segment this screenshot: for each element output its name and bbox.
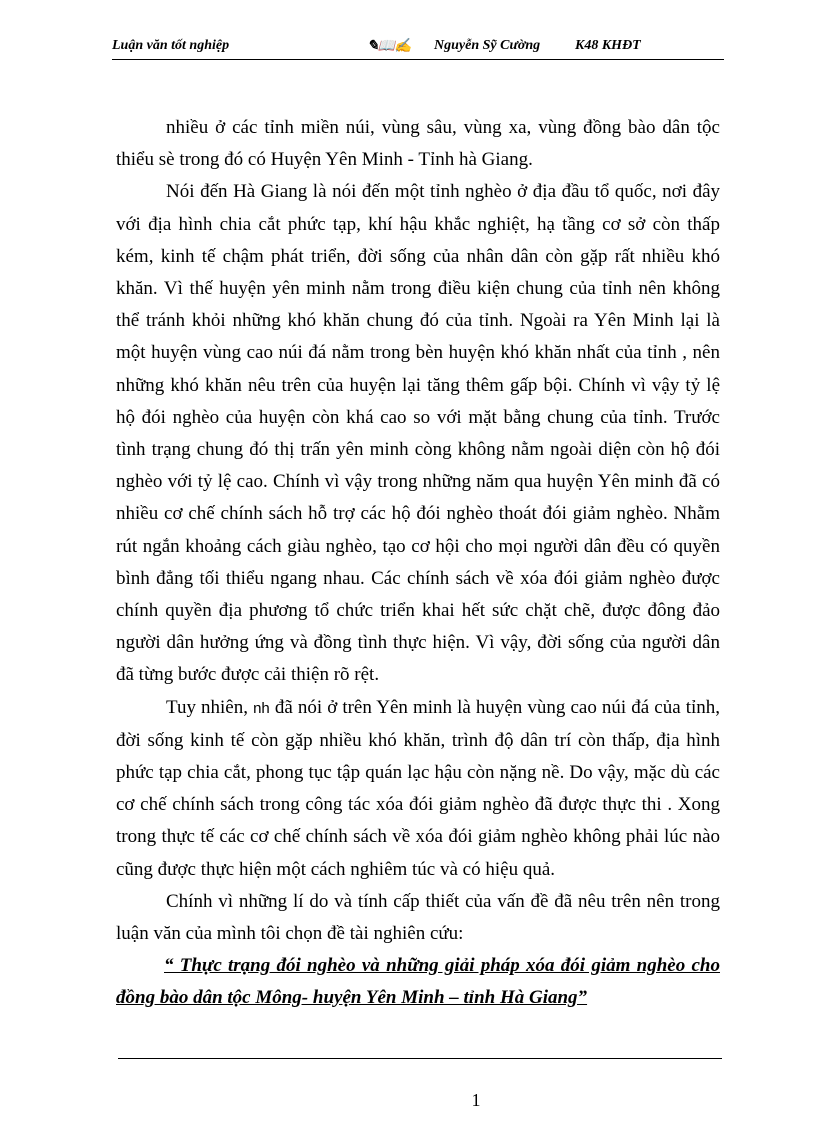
paragraph-3-fragment: nh bbox=[253, 699, 270, 717]
paragraph-3-start: Tuy nhiên, bbox=[166, 696, 248, 718]
paragraph-2: Nói đến Hà Giang là nói đến một tỉnh nghèo ở địa đầu tổ quốc, nơi đây với địa hình chia cắt phức tạp, khí hậu khắc nghiệt, hạ tầng cơ sở còn thấp kém, kinh tế chậm phát triển, đời sống của nhân dân còn gặp rất nhiều khó khăn. Vì thế huyện yên minh nằm trong điều kiện chung của tỉnh nên không thể tránh khỏi những khó khăn chung đó của tỉnh. Ngoài ra Yên Minh lại là một huyện vùng cao núi đá nằm trong bèn huyện khó khăn nhất của tỉnh , nên những khó khăn nêu trên của huyện lại tăng thêm gấp bội. Chính vì vậy tỷ lệ hộ đói nghèo của huyện còn khá cao so với mặt bằng chung của tỉnh. Trước tình trạng chung đó thị trấn yên minh còng không nằm ngoài diện còn hộ đói nghèo với tỷ lệ cao. Chính vì vậy trong những năm qua huyện Yên minh đã có nhiều cơ chế chính sách hỗ trợ các hộ đói nghèo thoát đói giảm nghèo. Nhằm rút ngắn khoảng cách giàu nghèo, tạo cơ hội cho mọi người dân đều có quyền bình đẳng tối thiểu ngang nhau. Các chính sách về xóa đói giảm nghèo được chính quyền địa phương tổ chức triển khai hết sức chặt chẽ, được đông đảo người dân hưởng ứng và đồng tình thực hiện. Vì vậy, đời sống của người dân đã từng bước được cải thiện rõ rệt. bbox=[116, 181, 720, 686]
paragraph-3 bbox=[116, 692, 720, 886]
thesis-title: “ Thực trạng đói nghèo và những giải pháp xóa đói giảm nghèo cho đồng bào dân tộc Mông- huyện Yên Minh – tỉnh Hà Giang” bbox=[116, 955, 720, 1009]
footer-divider bbox=[118, 1058, 722, 1059]
header-author: Nguyễn Sỹ Cường bbox=[434, 38, 541, 53]
header-ornament-icon: ✎📖✍ bbox=[367, 39, 411, 54]
header-divider bbox=[112, 59, 724, 60]
page-number: 1 bbox=[471, 1090, 481, 1110]
header-class: K48 KHĐT bbox=[575, 38, 641, 53]
paragraph-4: Chính vì những lí do và tính cấp thiết của vấn đề đã nêu trên nên trong luận văn của mình tôi chọn đề tài nghiên cứu: bbox=[116, 890, 720, 945]
paragraph-1: nhiều ở các tỉnh miền núi, vùng sâu, vùng xa, vùng đồng bào dân tộc thiểu sè trong đó có Huyện Yên Minh - Tỉnh hà Giang. bbox=[116, 117, 720, 171]
header-thesis-label: Luận văn tốt nghiệp bbox=[112, 38, 230, 53]
page-header bbox=[112, 38, 722, 60]
paragraph-3-rest: đã nói ở trên Yên minh là huyện vùng cao núi đá của tỉnh, đời sống kinh tế còn gặp nhiều khó khăn, trình độ dân trí còn thấp, địa hình phức tạp chia cắt, phong tục tập quán lạc hậu còn nặng nề. Do vậy, mặc dù các cơ chế chính sách trong công tác xóa đói giảm nghèo đã được thực thi . Xong trong thực tế các cơ chế chính sách về xóa đói giảm nghèo không phải lúc nào cũng được thực hiện một cách nghiêm túc và có hiệu quả. bbox=[116, 696, 721, 880]
document-body bbox=[116, 112, 720, 1014]
